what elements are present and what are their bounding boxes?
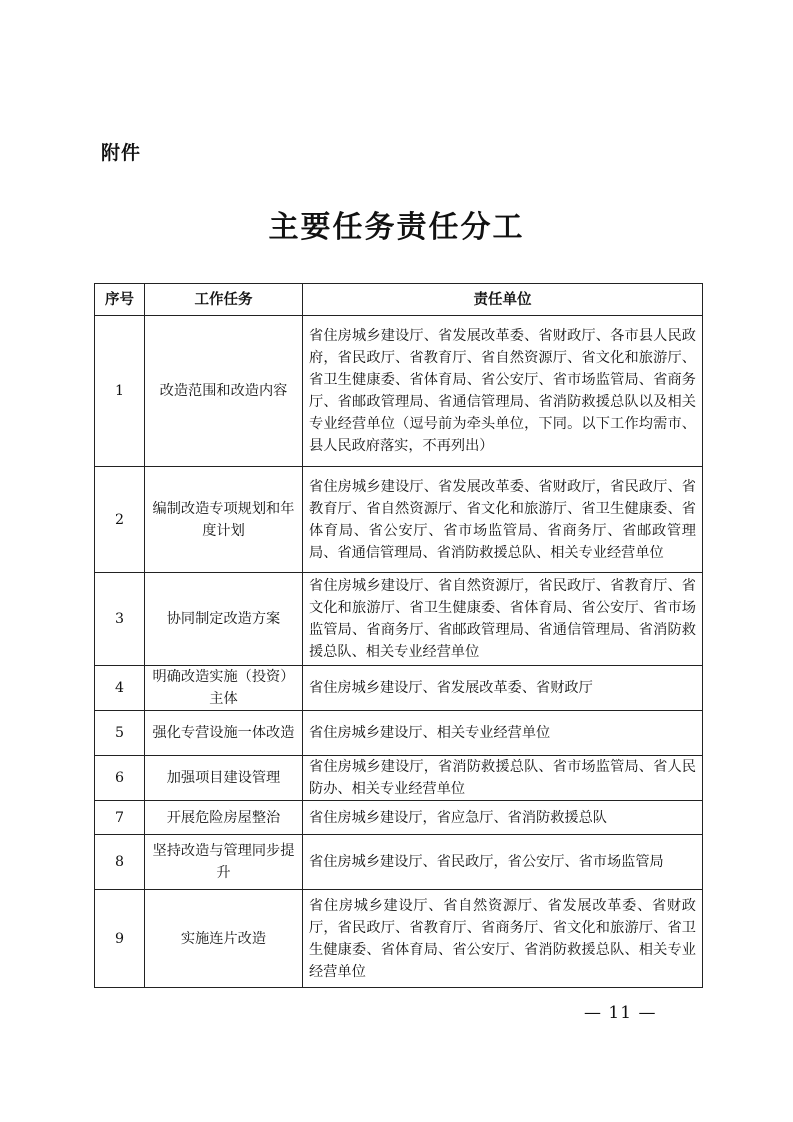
table-row xyxy=(95,756,703,801)
row-task: 编制改造专项规划和年度计划 xyxy=(145,467,303,573)
row-units: 省住房城乡建设厅、省自然资源厅，省民政厅、省教育厅、省文化和旅游厅、省卫生健康委、省体育局、省公安厅、省市场监管局、省商务厅、省邮政管理局、省通信管理局、省消防救援总队、相关专业经营单位 xyxy=(303,573,703,666)
row-task: 强化专营设施一体改造 xyxy=(145,711,303,756)
row-units: 省住房城乡建设厅、相关专业经营单位 xyxy=(303,711,703,756)
row-serial: 4 xyxy=(95,666,145,711)
row-serial: 1 xyxy=(95,316,145,467)
row-units: 省住房城乡建设厅，省消防救援总队、省市场监管局、省人民防办、相关专业经营单位 xyxy=(303,756,703,801)
header-serial: 序号 xyxy=(95,284,145,316)
row-serial: 5 xyxy=(95,711,145,756)
table-header-row xyxy=(95,284,703,316)
row-serial: 6 xyxy=(95,756,145,801)
responsibility-table xyxy=(94,283,703,988)
page-number: — 11 — xyxy=(584,1003,657,1023)
row-task: 开展危险房屋整治 xyxy=(145,801,303,835)
table-row xyxy=(95,890,703,988)
row-units: 省住房城乡建设厅、省自然资源厅、省发展改革委、省财政厅，省民政厅、省教育厅、省商务厅、省文化和旅游厅、省卫生健康委、省体育局、省公安厅、省消防救援总队、相关专业经营单位 xyxy=(303,890,703,988)
row-serial: 3 xyxy=(95,573,145,666)
header-task: 工作任务 xyxy=(145,284,303,316)
row-serial: 9 xyxy=(95,890,145,988)
row-task: 协同制定改造方案 xyxy=(145,573,303,666)
row-task: 实施连片改造 xyxy=(145,890,303,988)
row-units: 省住房城乡建设厅、省发展改革委、省财政厅，省民政厅、省教育厅、省自然资源厅、省文化和旅游厅、省卫生健康委、省体育局、省公安厅、省市场监管局、省商务厅、省邮政管理局、省通信管理局、省消防救援总队、相关专业经营单位 xyxy=(303,467,703,573)
row-task: 加强项目建设管理 xyxy=(145,756,303,801)
row-serial: 2 xyxy=(95,467,145,573)
row-task: 明确改造实施（投资）主体 xyxy=(145,666,303,711)
table-row xyxy=(95,573,703,666)
header-units: 责任单位 xyxy=(303,284,703,316)
row-units: 省住房城乡建设厅、省民政厅，省公安厅、省市场监管局 xyxy=(303,835,703,890)
table-row xyxy=(95,801,703,835)
table-row xyxy=(95,666,703,711)
row-units: 省住房城乡建设厅、省发展改革委、省财政厅、各市县人民政府，省民政厅、省教育厅、省自然资源厅、省文化和旅游厅、省卫生健康委、省体育局、省公安厅、省市场监管局、省商务厅、省邮政管理局、省通信管理局、省消防救援总队以及相关专业经营单位（逗号前为牵头单位，下同。以下工作均需市、县人民政府落实，不再列出） xyxy=(303,316,703,467)
table-row xyxy=(95,711,703,756)
row-task: 坚持改造与管理同步提升 xyxy=(145,835,303,890)
row-task: 改造范围和改造内容 xyxy=(145,316,303,467)
table-row xyxy=(95,467,703,573)
table-row xyxy=(95,835,703,890)
row-serial: 8 xyxy=(95,835,145,890)
row-units: 省住房城乡建设厅、省发展改革委、省财政厅 xyxy=(303,666,703,711)
attachment-label: 附件 xyxy=(101,142,142,164)
document-title: 主要任务责任分工 xyxy=(268,210,525,245)
row-units: 省住房城乡建设厅，省应急厅、省消防救援总队 xyxy=(303,801,703,835)
table-row xyxy=(95,316,703,467)
row-serial: 7 xyxy=(95,801,145,835)
